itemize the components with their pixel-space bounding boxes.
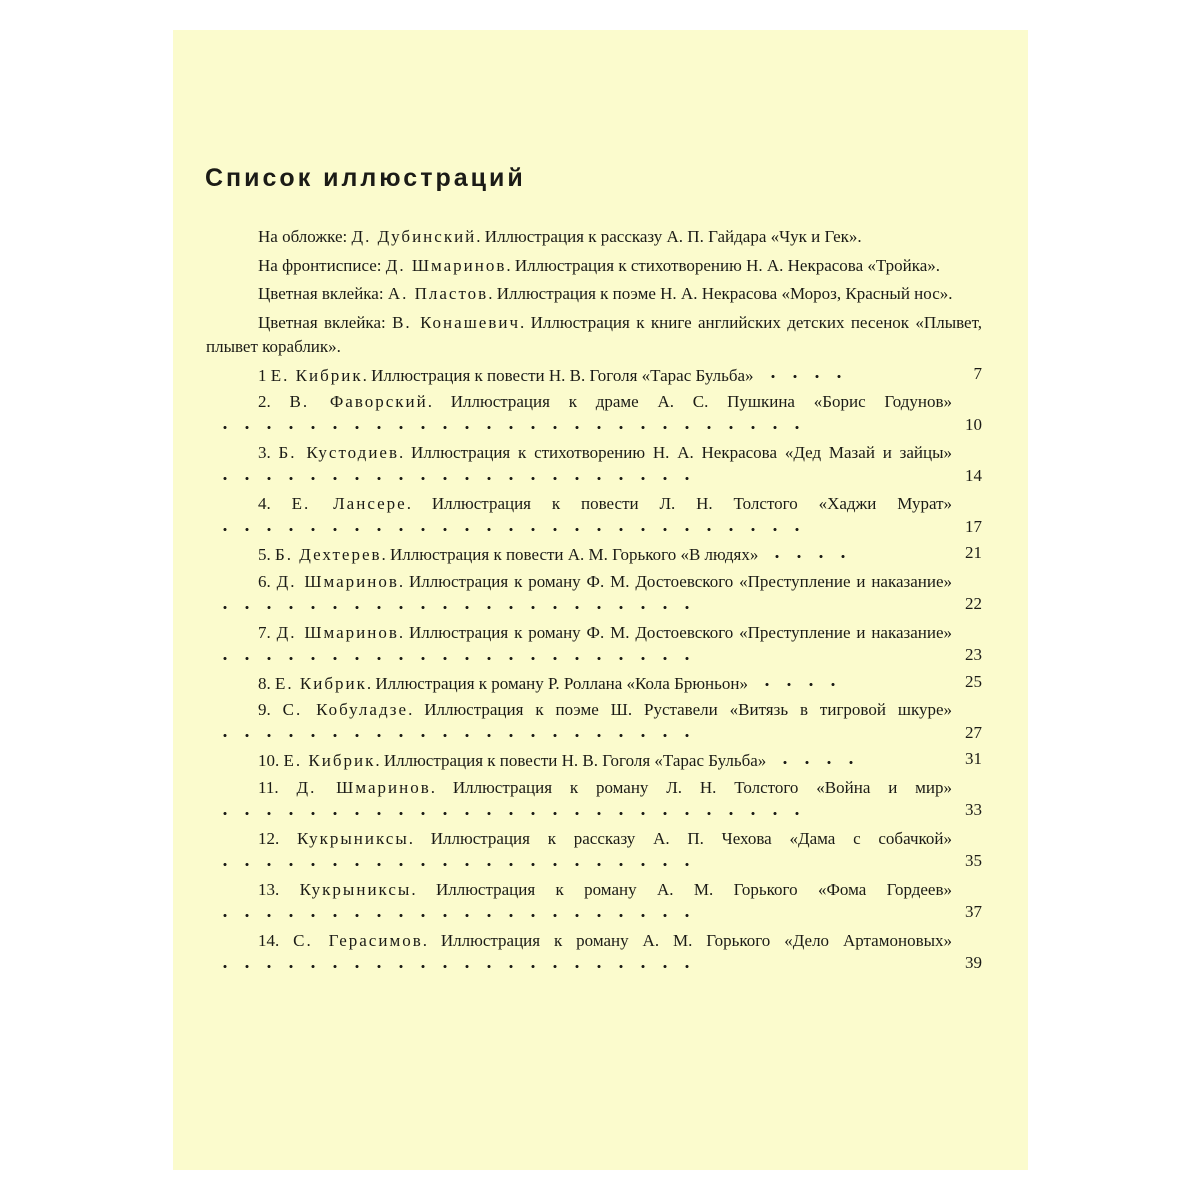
dot-leader <box>214 477 694 480</box>
artist-name: Б. Дехтерев <box>275 545 382 564</box>
list-item: 11. Д. Шмаринов. Иллюстрация к роману Л. Н. Толстого «Война и мир» 33 <box>206 776 982 825</box>
page-number: 14 <box>965 465 982 485</box>
list-item: 4. Е. Лансере. Иллюстрация к повести Л. Н. Толстого «Хаджи Мурат» 17 <box>206 492 982 541</box>
list-item: 5. Б. Дехтерев. Иллюстрация к повести А. М. Горького «В людях» 21 <box>258 543 982 564</box>
dot-leader <box>214 426 814 429</box>
artist-name: Д. Шмаринов <box>385 255 507 275</box>
artist-name: Д. Шмаринов <box>296 777 431 797</box>
page-number: 33 <box>965 800 982 819</box>
artist-name: Е. Кибрик <box>270 365 363 385</box>
page-number: 22 <box>965 594 982 613</box>
page-title: Список иллюстраций <box>205 164 526 192</box>
list-item: 2. В. Фаворский. Иллюстрация к драме А. С. Пушкина «Борис Годунов» 10 <box>206 390 982 439</box>
artist-name: Е. Кибрик <box>275 673 367 693</box>
illustration-list <box>206 225 982 980</box>
artist-name: Д. Шмаринов <box>276 571 399 591</box>
dot-leader <box>214 812 814 815</box>
artist-name: А. Пластов <box>387 284 489 303</box>
page-number: 27 <box>965 722 982 742</box>
front-matter-item: Цветная вклейка: В. Конашевич. Иллюстрация к книге английских детских песенок «Плывет, плывет кораблик». <box>206 312 982 356</box>
list-item: 6. Д. Шмаринов. Иллюстрация к роману Ф. М. Достоевского «Преступление и наказание» 22 <box>206 570 982 619</box>
artist-name: С. Кобуладзе <box>282 700 409 719</box>
dot-leader <box>214 914 694 917</box>
dot-leader <box>214 528 814 531</box>
artist-name: Д. Дубинский <box>351 227 477 246</box>
page-number: 21 <box>965 543 982 562</box>
page-number: 25 <box>965 671 982 691</box>
artist-name: Е. Лансере <box>291 494 407 513</box>
list-item: 8. Е. Кибрик. Иллюстрация к роману Р. Роллана «Кола Брюньон» 25 <box>258 671 982 693</box>
page-number: 17 <box>965 516 982 536</box>
page-number: 10 <box>965 414 982 434</box>
dot-leader <box>756 683 846 686</box>
dot-leader <box>214 657 694 660</box>
artist-name: С. Герасимов <box>293 930 423 950</box>
page-number: 7 <box>973 363 982 383</box>
list-item: 12. Кукрыниксы. Иллюстрация к рассказу А. П. Чехова «Дама с собачкой» 35 <box>206 827 982 876</box>
artist-name: Кукрыниксы <box>297 828 409 848</box>
page-number: 23 <box>965 645 982 664</box>
dot-leader <box>766 555 856 558</box>
dot-leader <box>214 965 694 968</box>
front-matter-item: На фронтисписе: Д. Шмаринов. Иллюстрация к стихотворению Н. А. Некрасова «Тройка». <box>258 255 941 275</box>
dot-leader <box>214 734 694 737</box>
dot-leader <box>214 606 694 609</box>
list-item: 13. Кукрыниксы. Иллюстрация к роману А. М. Горького «Фома Гордеев» 37 <box>206 878 982 927</box>
list-item: 14. С. Герасимов. Иллюстрация к роману А. М. Горького «Дело Артамоновых» 39 <box>206 929 982 978</box>
page-number: 31 <box>965 749 982 768</box>
artist-name: Кукрыниксы <box>299 879 412 899</box>
list-item: 10. Е. Кибрик. Иллюстрация к повести Н. В. Гоголя «Тарас Бульба» 31 <box>258 749 982 770</box>
front-matter-item: На обложке: Д. Дубинский. Иллюстрация к рассказу А. П. Гайдара «Чук и Гек». <box>258 227 862 246</box>
page-number: 35 <box>965 851 982 870</box>
artist-name: Б. Кустодиев <box>278 443 399 462</box>
dot-leader <box>214 863 694 866</box>
front-matter-item: Цветная вклейка: А. Пластов. Иллюстрация к поэме Н. А. Некрасова «Мороз, Красный нос». <box>258 284 953 303</box>
dot-leader <box>774 761 864 764</box>
list-item: 7. Д. Шмаринов. Иллюстрация к роману Ф. М. Достоевского «Преступление и наказание» 23 <box>206 621 982 670</box>
list-item: 3. Б. Кустодиев. Иллюстрация к стихотворению Н. А. Некрасова «Дед Мазай и зайцы» 14 <box>206 441 982 490</box>
book-page <box>173 30 1028 1170</box>
artist-name: В. Конашевич <box>392 312 521 332</box>
list-item: 1 Е. Кибрик. Иллюстрация к повести Н. В. Гоголя «Тарас Бульба» 7 <box>258 363 982 385</box>
artist-name: Д. Шмаринов <box>276 622 399 642</box>
artist-name: Е. Кибрик <box>283 751 376 770</box>
dot-leader <box>762 375 852 378</box>
list-item: 9. С. Кобуладзе. Иллюстрация к поэме Ш. Руставели «Витязь в тигровой шкуре» 27 <box>206 698 982 747</box>
page-number: 39 <box>965 953 982 972</box>
page-number: 37 <box>965 902 982 921</box>
artist-name: В. Фаворский <box>289 392 428 411</box>
